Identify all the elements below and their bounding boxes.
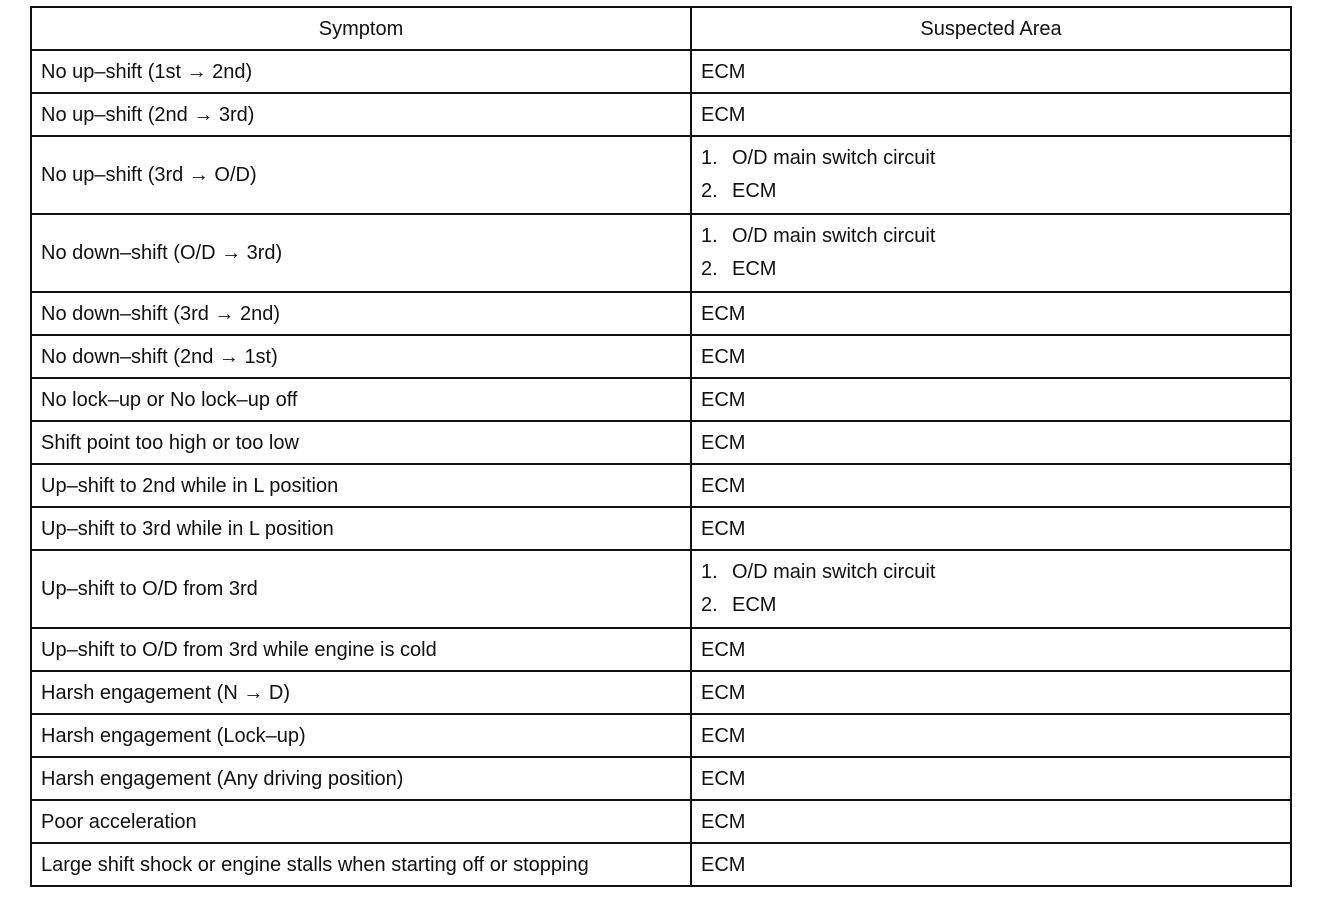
- symptom-cell: Up–shift to 3rd while in L position: [31, 507, 691, 550]
- list-number: 2.: [701, 594, 718, 616]
- suspected-area-cell: ECM: [691, 843, 1291, 886]
- suspected-area-cell: ECM: [691, 378, 1291, 421]
- symptom-cell: Harsh engagement (Lock–up): [31, 714, 691, 757]
- symptom-cell: Up–shift to O/D from 3rd: [31, 550, 691, 628]
- table-body: [31, 50, 1291, 886]
- table-header-row: [31, 7, 1291, 50]
- symptom-cell: No up–shift (3rd → O/D): [31, 136, 691, 214]
- suspected-area-list: [701, 142, 1281, 208]
- table-row: [31, 843, 1291, 886]
- symptom-cell: Up–shift to 2nd while in L position: [31, 464, 691, 507]
- suspected-area-cell: ECM: [691, 93, 1291, 136]
- symptom-cell: Shift point too high or too low: [31, 421, 691, 464]
- symptom-cell: Large shift shock or engine stalls when starting off or stopping: [31, 843, 691, 886]
- table-row: [31, 93, 1291, 136]
- suspected-area-cell: ECM: [691, 50, 1291, 93]
- suspected-area-cell: ECM: [691, 464, 1291, 507]
- suspected-area-text: O/D main switch circuit: [732, 561, 936, 583]
- suspected-area-item: [701, 589, 1281, 622]
- symptom-cell: Up–shift to O/D from 3rd while engine is cold: [31, 628, 691, 671]
- suspected-area-cell: ECM: [691, 507, 1291, 550]
- table-row: [31, 671, 1291, 714]
- header-symptom: Symptom: [31, 7, 691, 50]
- suspected-area-cell: ECM: [691, 800, 1291, 843]
- table-row: [31, 550, 1291, 628]
- suspected-area-cell: [691, 136, 1291, 214]
- suspected-area-text: ECM: [732, 594, 777, 616]
- suspected-area-item: [701, 253, 1281, 286]
- suspected-area-item: [701, 175, 1281, 208]
- suspected-area-text: O/D main switch circuit: [732, 147, 936, 169]
- list-number: 1.: [701, 147, 718, 169]
- table-row: [31, 464, 1291, 507]
- suspected-area-cell: ECM: [691, 671, 1291, 714]
- table-row: [31, 335, 1291, 378]
- suspected-area-cell: ECM: [691, 335, 1291, 378]
- symptom-cell: No up–shift (2nd → 3rd): [31, 93, 691, 136]
- suspected-area-cell: [691, 214, 1291, 292]
- table-row: [31, 50, 1291, 93]
- list-number: 2.: [701, 180, 718, 202]
- table-row: [31, 628, 1291, 671]
- table-row: [31, 136, 1291, 214]
- suspected-area-item: [701, 556, 1281, 589]
- symptom-cell: Poor acceleration: [31, 800, 691, 843]
- table-row: [31, 714, 1291, 757]
- symptom-cell: No down–shift (O/D → 3rd): [31, 214, 691, 292]
- list-number: 2.: [701, 258, 718, 280]
- table-row: [31, 507, 1291, 550]
- suspected-area-item: [701, 220, 1281, 253]
- symptom-cell: No down–shift (3rd → 2nd): [31, 292, 691, 335]
- symptom-cell: No up–shift (1st → 2nd): [31, 50, 691, 93]
- suspected-area-item: [701, 142, 1281, 175]
- table-row: [31, 421, 1291, 464]
- suspected-area-cell: ECM: [691, 714, 1291, 757]
- list-number: 1.: [701, 561, 718, 583]
- suspected-area-cell: ECM: [691, 421, 1291, 464]
- suspected-area-cell: ECM: [691, 628, 1291, 671]
- suspected-area-cell: [691, 550, 1291, 628]
- suspected-area-list: [701, 556, 1281, 622]
- symptom-cell: No lock–up or No lock–up off: [31, 378, 691, 421]
- table-row: [31, 214, 1291, 292]
- table-row: [31, 378, 1291, 421]
- suspected-area-text: ECM: [732, 180, 777, 202]
- list-number: 1.: [701, 225, 718, 247]
- table-row: [31, 292, 1291, 335]
- suspected-area-cell: ECM: [691, 757, 1291, 800]
- table-row: [31, 757, 1291, 800]
- suspected-area-list: [701, 220, 1281, 286]
- header-suspected-area: Suspected Area: [691, 7, 1291, 50]
- symptom-cell: Harsh engagement (Any driving position): [31, 757, 691, 800]
- suspected-area-text: ECM: [732, 258, 777, 280]
- suspected-area-text: O/D main switch circuit: [732, 225, 936, 247]
- suspected-area-cell: ECM: [691, 292, 1291, 335]
- symptom-table: [30, 6, 1292, 887]
- symptom-cell: Harsh engagement (N → D): [31, 671, 691, 714]
- table-row: [31, 800, 1291, 843]
- symptom-cell: No down–shift (2nd → 1st): [31, 335, 691, 378]
